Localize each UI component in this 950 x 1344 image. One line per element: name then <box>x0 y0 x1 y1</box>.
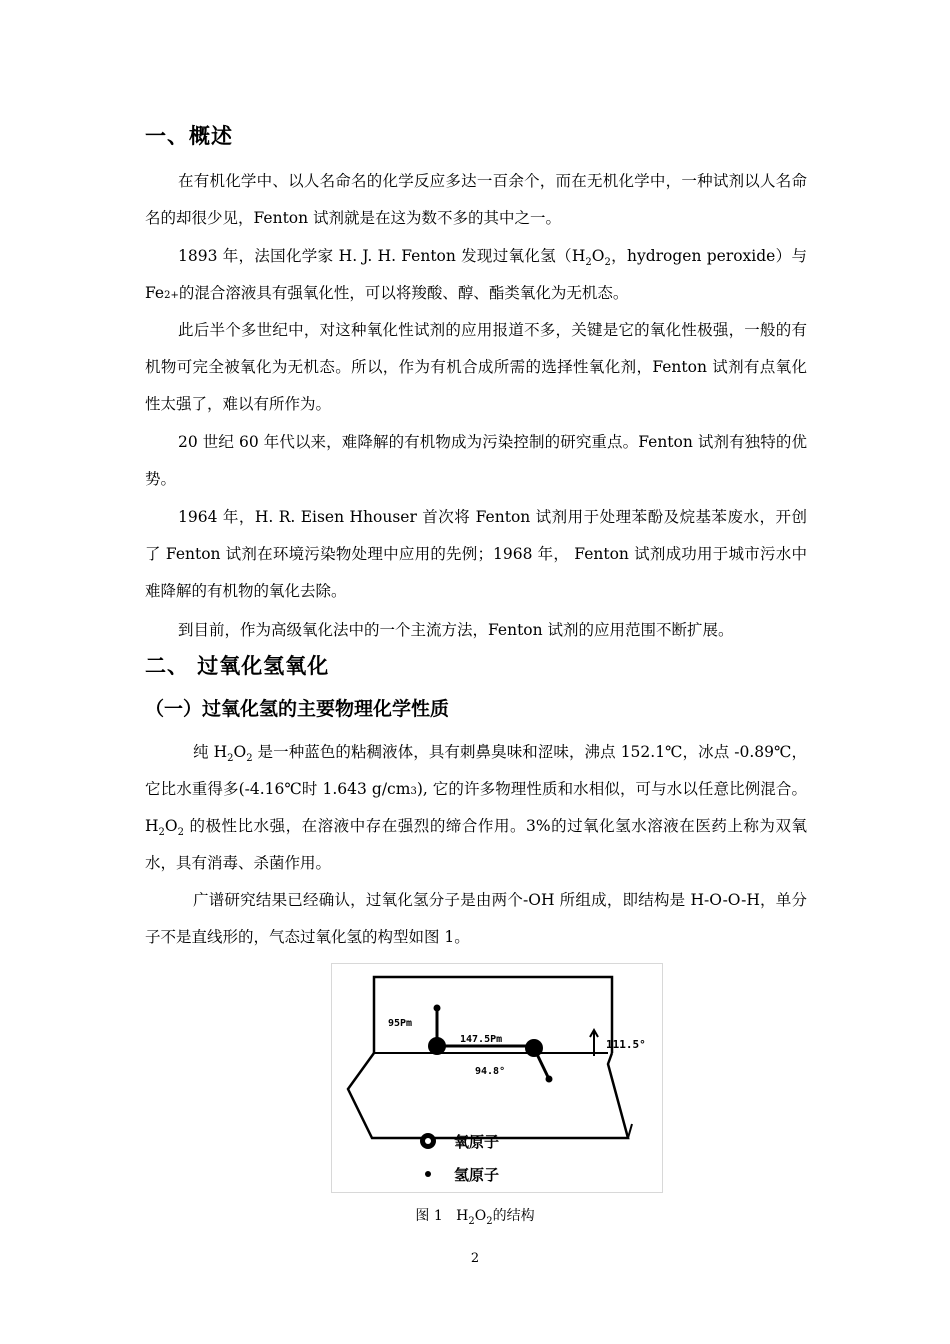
section-heading-overview: 一、概述 <box>145 124 233 148</box>
paragraph: 广谱研究结果已经确认，过氧化氢分子是由两个-OH 所组成，即结构是 H-O-O-H，单分子不是直线形的，气态过氧化氢的构型如图 1。 <box>145 891 807 946</box>
page-number: 2 <box>470 1251 480 1266</box>
paragraph: 在有机化学中、以人名命名的化学反应多达一百余个，而在无机化学中，一种试剂以人名命名的却很少见，Fenton 试剂就是在这为数不多的其中之一。 <box>145 172 807 227</box>
paragraph: 1893 年，法国化学家 H. J. H. Fenton 发现过氧化氢（$H_2O_2$，hydrogen peroxide）与 Fe2+的混合溶液具有强氧化性，可以将羧酸、醇、酯类氧化为无机态。 <box>145 247 807 302</box>
ooh-angle-label: 94.8° <box>475 1066 506 1077</box>
oxygen-atom-icon <box>428 1037 446 1055</box>
figure-h2o2-structure <box>331 963 663 1193</box>
paragraph: 此后半个多世纪中，对这种氧化性试剂的应用报道不多，关键是它的氧化性极强，一般的有机物可完全被氧化为无机态。所以，作为有机合成所需的选择性氧化剂，Fenton 试剂有点氧化性太强了，难以有所作为。 <box>145 321 807 413</box>
paragraph: 1964 年，H. R. Eisen Hhouser 首次将 Fenton 试剂用于处理苯酚及烷基苯废水，开创了 Fenton 试剂在环境污染物处理中应用的先例；1968 年， Fenton 试剂成功用于城市污水中难降解的有机物的氧化去除。 <box>145 508 807 600</box>
paragraph: 纯 $H_2O_2$ 是一种蓝色的粘稠液体，具有刺鼻臭味和涩味，沸点 152.1℃，冰点 -0.89℃，它比水重得多(-4.16℃时 1.643 g/cm3), 它的许多物理性质和水相似，可与水以任意比例混合。$H_2O_2$ 的极性比水强，在溶液中存在强烈的缔合作用。3%的过氧化氢水溶液在医药上称为双氧水，具有消毒、杀菌作用。 <box>145 743 807 872</box>
paragraph: 到目前，作为高级氧化法中的一个主流方法，Fenton 试剂的应用范围不断扩展。 <box>178 621 734 639</box>
subsection-heading: （一）过氧化氢的主要物理化学性质 <box>145 698 450 720</box>
molecule-diagram <box>332 964 662 1192</box>
legend-oxygen-label: 氧原子 <box>454 1133 500 1151</box>
oh-bond-length-label: 95Pm <box>388 1018 413 1029</box>
section-heading-h2o2-oxidation: 二、 过氧化氢氧化 <box>145 654 330 678</box>
oo-bond-length-label: 147.5Pm <box>460 1034 503 1045</box>
legend-hydrogen-label: 氢原子 <box>454 1166 500 1184</box>
hydrogen-atom-icon <box>434 1005 441 1012</box>
figure-caption: 图 1 $H_2O_2$的结构 <box>415 1208 535 1227</box>
paragraph: 20 世纪 60 年代以来，难降解的有机物成为污染控制的研究重点。Fenton 试剂有独特的优势。 <box>145 433 807 488</box>
hydrogen-legend-icon <box>425 1171 431 1177</box>
dihedral-angle-label: 111.5° <box>606 1038 646 1051</box>
